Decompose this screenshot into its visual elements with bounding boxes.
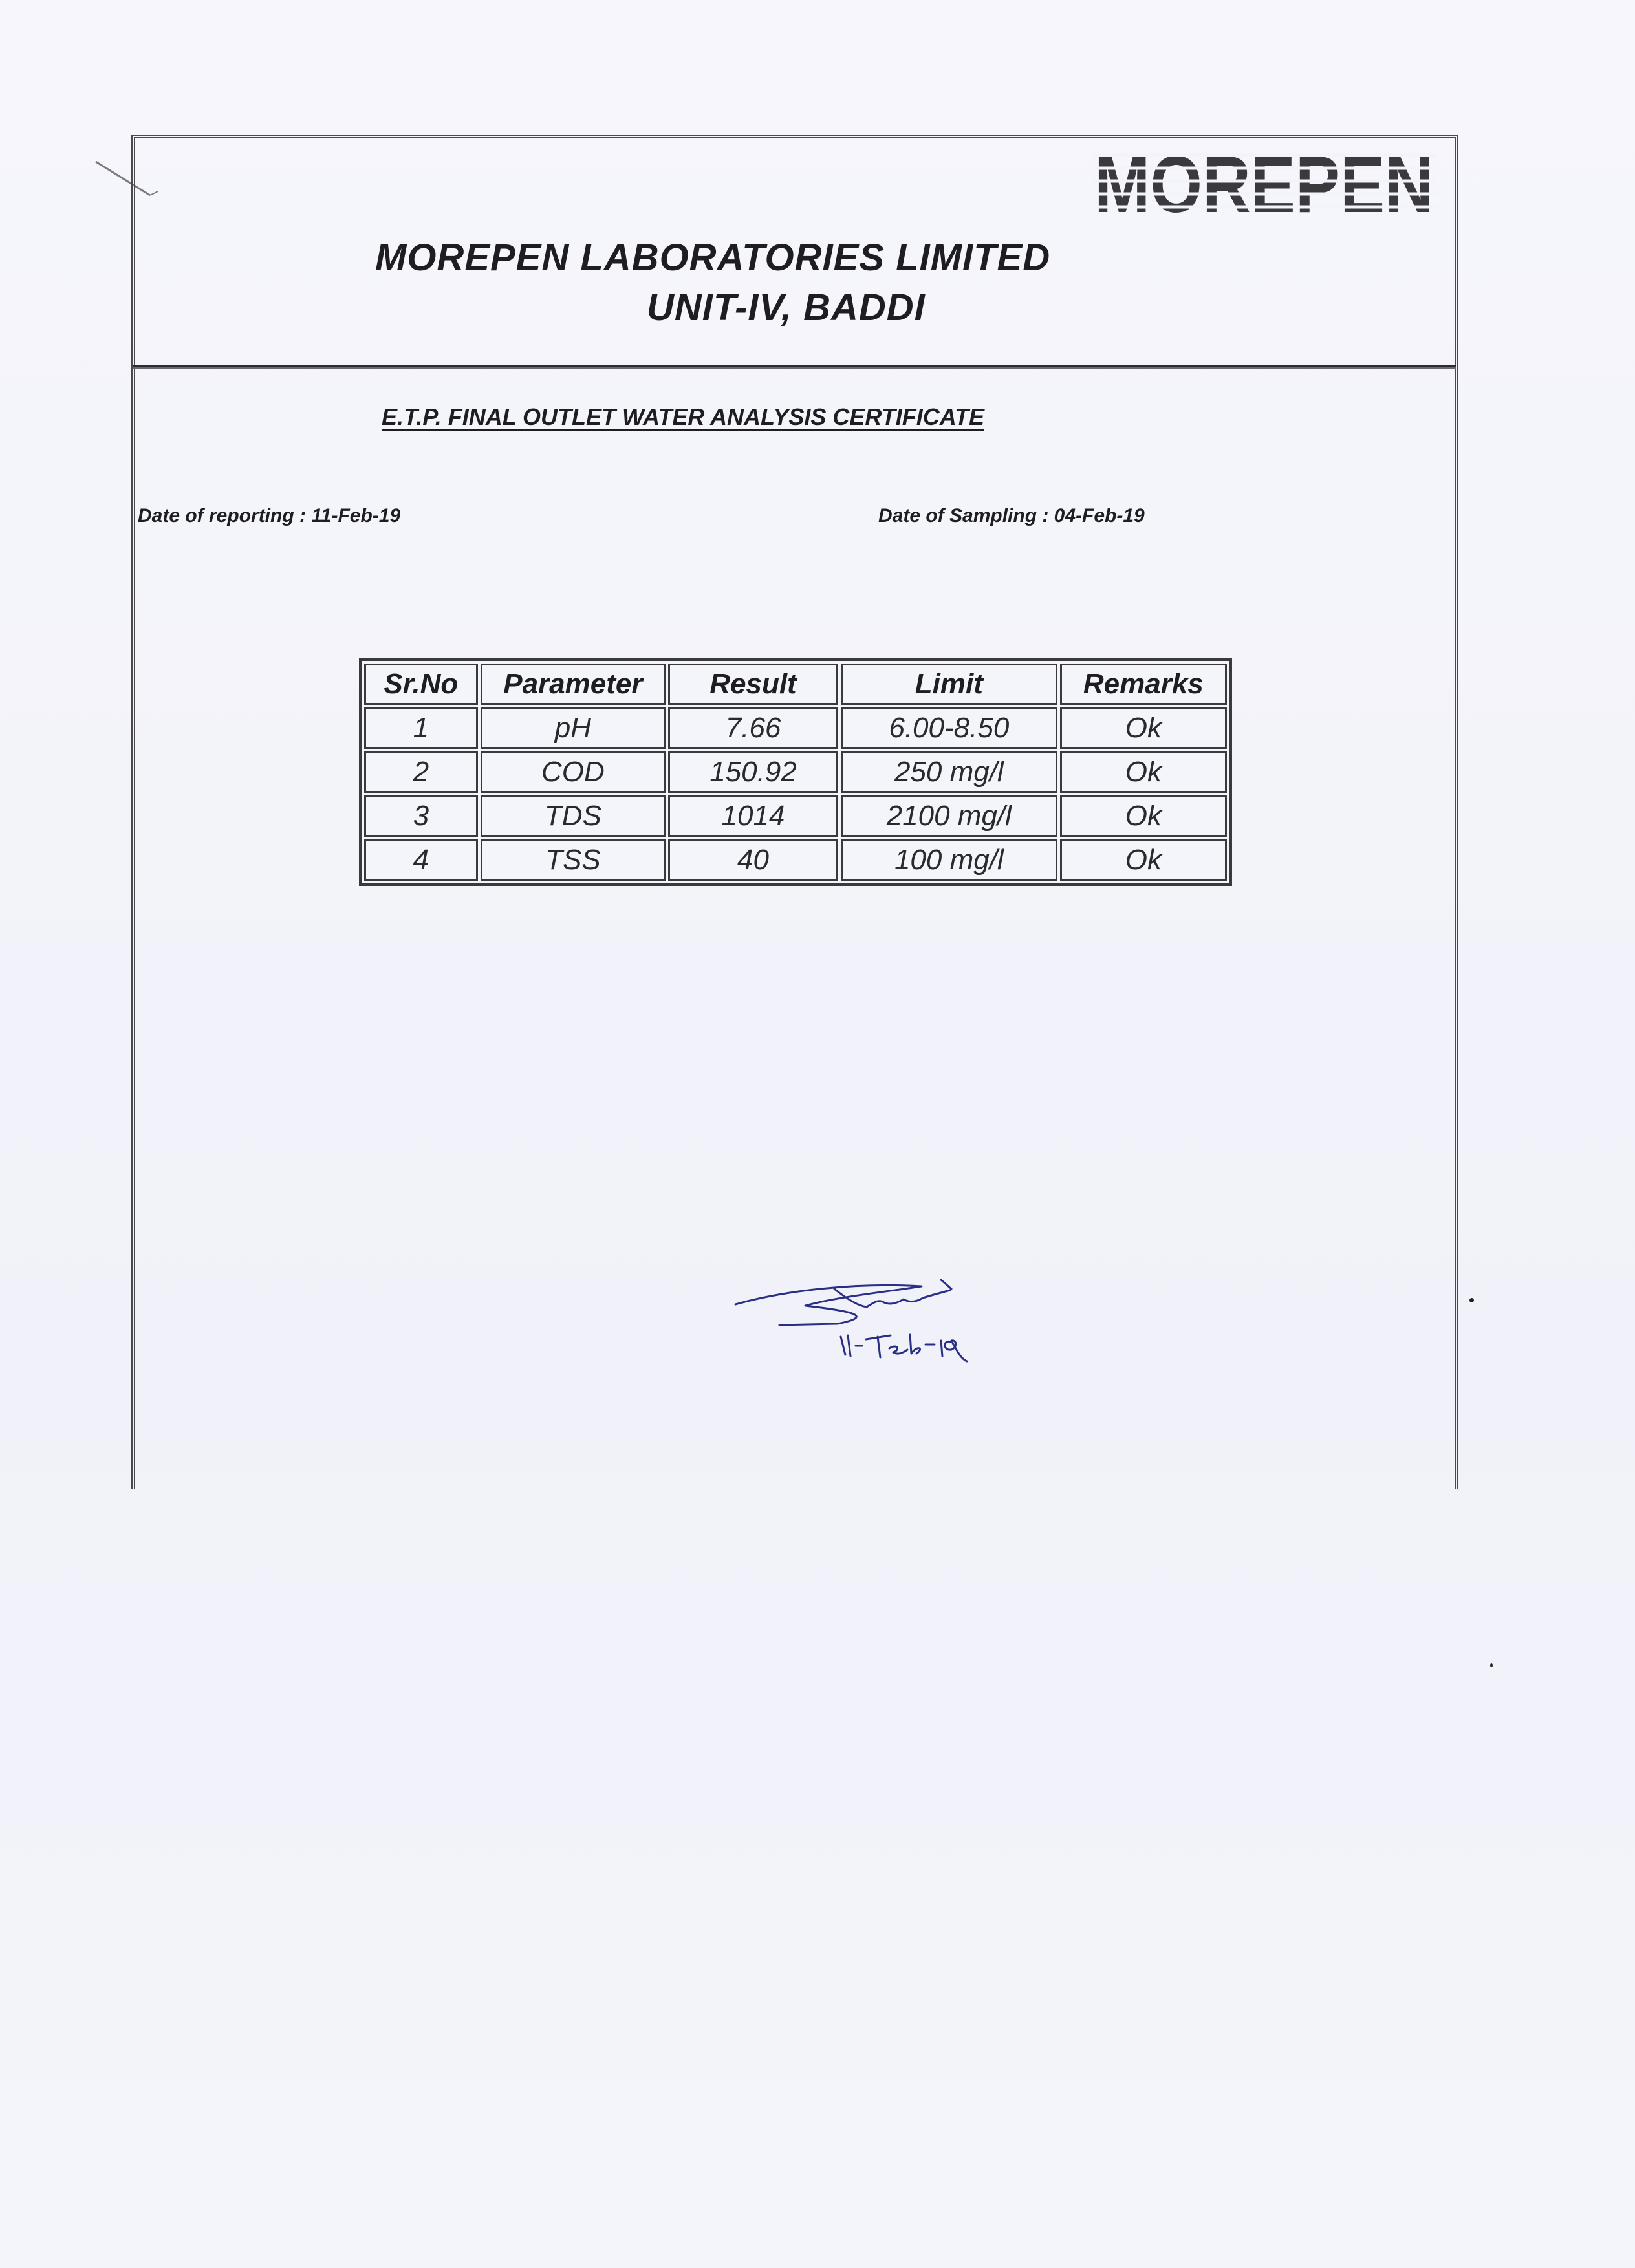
cell-result: 1014 [668,795,838,837]
cell-srno: 2 [364,751,478,793]
certificate-title: E.T.P. FINAL OUTLET WATER ANALYSIS CERTIFICATE [382,404,985,430]
analysis-results-table [359,658,1232,886]
table-row [364,795,1227,837]
paper-speck [1469,1298,1474,1302]
morepen-logo [1093,140,1436,230]
cell-parameter: TDS [481,795,666,837]
cell-parameter: TSS [481,839,666,881]
cell-remarks: Ok [1060,707,1227,749]
cell-parameter: COD [481,751,666,793]
cell-remarks: Ok [1060,751,1227,793]
cell-limit: 6.00-8.50 [841,707,1057,749]
cell-srno: 3 [364,795,478,837]
cell-remarks: Ok [1060,839,1227,881]
cell-remarks: Ok [1060,795,1227,837]
cell-result: 7.66 [668,707,838,749]
logo-text: MOREPEN [1094,140,1433,230]
cell-limit: 2100 mg/l [841,795,1057,837]
cell-result: 150.92 [668,751,838,793]
unit-name: UNIT-IV, BADDI [647,286,926,329]
company-name: MOREPEN LABORATORIES LIMITED [375,237,1051,279]
date-of-reporting: Date of reporting : 11-Feb-19 [138,505,401,526]
header-srno: Sr.No [364,664,478,705]
cell-srno: 4 [364,839,478,881]
header-limit: Limit [841,664,1057,705]
paper-speck [1490,1663,1493,1667]
table-row [364,707,1227,749]
cell-limit: 100 mg/l [841,839,1057,881]
cell-limit: 250 mg/l [841,751,1057,793]
cell-parameter: pH [481,707,666,749]
header-divider [133,365,1456,369]
table-row [364,751,1227,793]
cell-result: 40 [668,839,838,881]
table-header-row [364,664,1227,705]
handwritten-signature [728,1277,1064,1374]
header-parameter: Parameter [481,664,666,705]
header-result: Result [668,664,838,705]
table-row [364,839,1227,881]
header-remarks: Remarks [1060,664,1227,705]
date-of-sampling: Date of Sampling : 04-Feb-19 [878,505,1145,526]
cell-srno: 1 [364,707,478,749]
